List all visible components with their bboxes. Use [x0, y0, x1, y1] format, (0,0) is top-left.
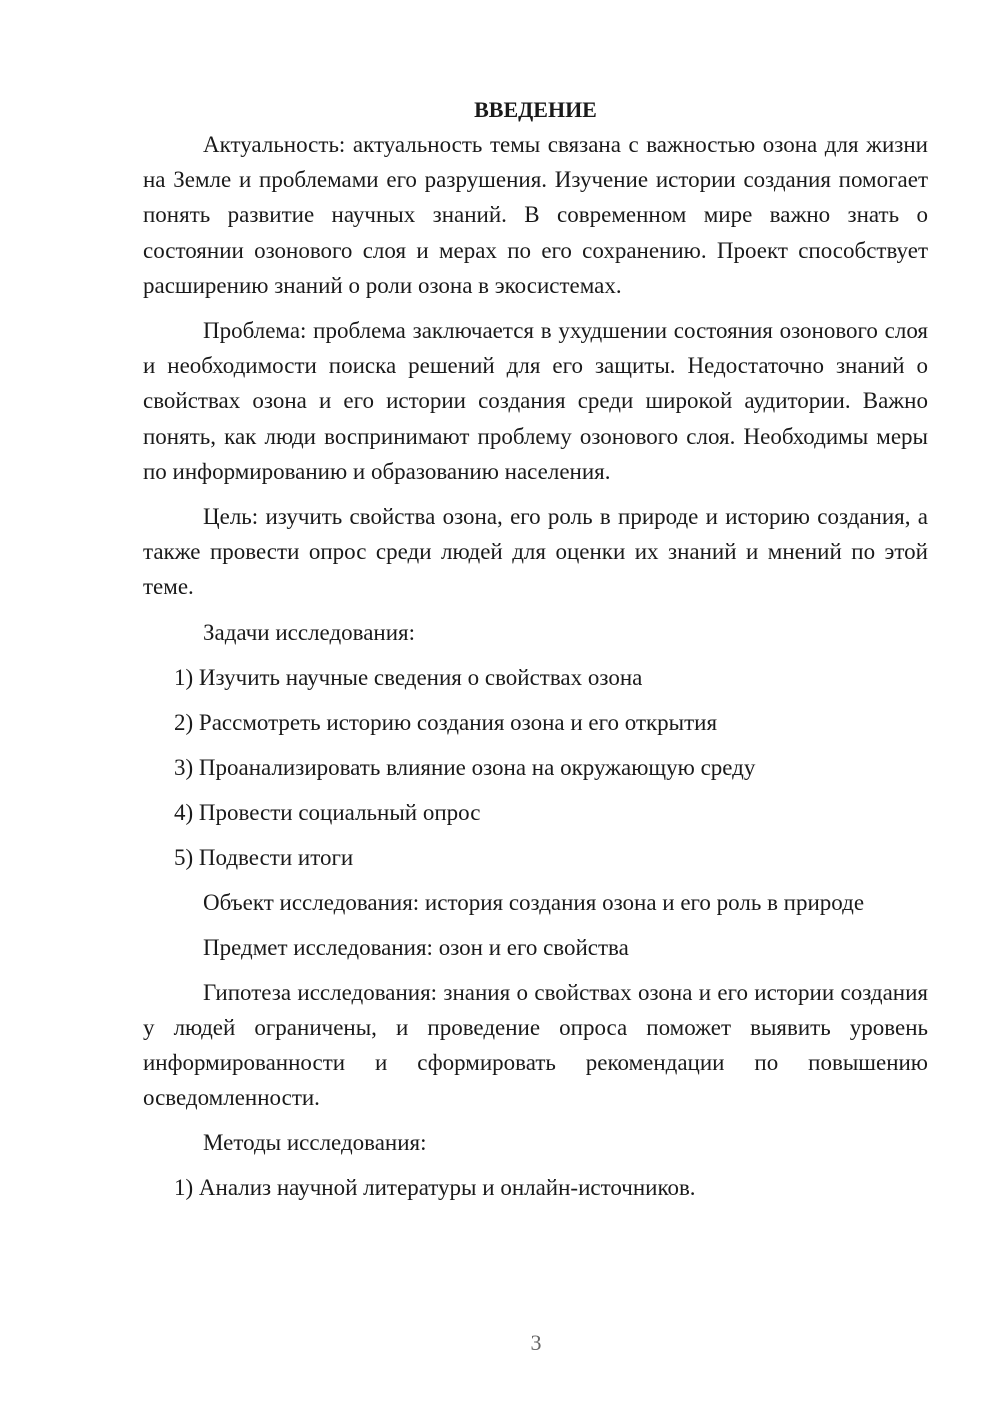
tasks-heading: Задачи исследования:	[203, 619, 416, 645]
hypothesis-paragraph: Гипотеза исследования: знания о свойствах озона и его истории создания у людей ограничены, и проведение опроса поможет выявить уровень информированности и сформировать рекомендации по повышению осведомленности.	[143, 979, 928, 1111]
problem-paragraph: Проблема: проблема заключается в ухудшении состояния озонового слоя и необходимости поиска решений для его защиты. Недостаточно знаний о свойствах озона и его истории создания среди широкой аудитории. Важно понять, как люди воспринимают проблему озонового слоя. Необходимы меры по информированию и образованию населения.	[143, 318, 928, 484]
object-line: Объект исследования: история создания озона и его роль в природе	[203, 889, 865, 915]
task-item: 4) Провести социальный опрос	[174, 799, 481, 825]
relevance-paragraph: Актуальность: актуальность темы связана с важностью озона для жизни на Земле и проблемами его разрушения. Изучение истории создания помогает понять развитие научных знаний. В современном мире важно знать о состоянии озонового слоя и мерах по его сохранению. Проект способствует расширению знаний о роли озона в экосистемах.	[143, 132, 928, 298]
methods-heading: Методы исследования:	[203, 1130, 427, 1156]
task-item: 1) Изучить научные сведения о свойствах озона	[174, 664, 643, 690]
goal-paragraph: Цель: изучить свойства озона, его роль в природе и историю создания, а также провести опрос среди людей для оценки их знаний и мнений по этой теме.	[143, 504, 928, 600]
document-page	[143, 92, 928, 1215]
section-title: ВВЕДЕНИЕ	[474, 97, 597, 122]
page-number: 3	[530, 1330, 542, 1355]
task-item: 2) Рассмотреть историю создания озона и его открытия	[174, 709, 718, 735]
task-item: 3) Проанализировать влияние озона на окружающую среду	[174, 754, 756, 780]
method-item: 1) Анализ научной литературы и онлайн-источников.	[174, 1175, 696, 1201]
subject-line: Предмет исследования: озон и его свойства	[203, 934, 629, 960]
task-item: 5) Подвести итоги	[174, 844, 354, 870]
